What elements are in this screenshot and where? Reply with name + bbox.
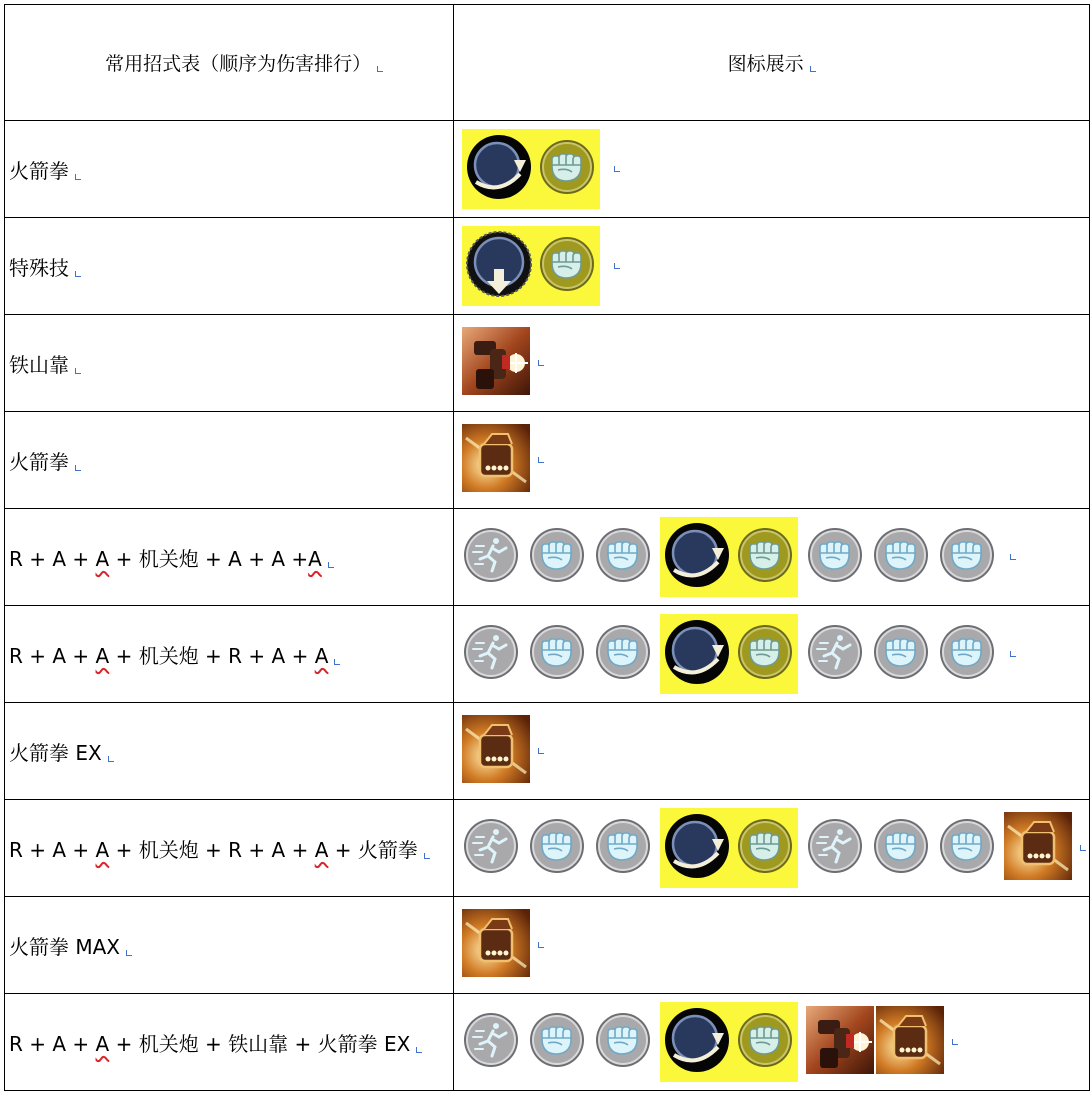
combo-table <box>4 4 1090 1091</box>
paragraph-mark <box>75 465 81 471</box>
icon-cell <box>454 606 1090 703</box>
flagged-key-text: A <box>95 643 110 668</box>
move-text: 铁山靠 <box>9 352 69 377</box>
paragraph-mark <box>1010 554 1016 560</box>
icon-cell <box>454 315 1090 412</box>
flagged-key-text: A <box>95 546 110 571</box>
paragraph-mark <box>538 457 544 463</box>
paragraph-mark <box>334 659 340 665</box>
icon-strip <box>454 897 1089 993</box>
table-row <box>5 897 1090 994</box>
rotate-icon <box>664 813 730 883</box>
fist-icon <box>594 1011 652 1073</box>
paragraph-mark <box>538 360 544 366</box>
fist-icon <box>938 817 996 879</box>
icon-strip <box>454 606 1089 702</box>
fist-icon <box>528 1011 586 1073</box>
move-cell <box>5 994 454 1091</box>
paragraph-mark <box>952 1039 958 1045</box>
rocket-fist-icon <box>1004 812 1072 884</box>
table-row <box>5 509 1090 606</box>
run-icon <box>462 817 520 879</box>
paragraph-mark <box>424 853 430 859</box>
icon-strip <box>454 509 1089 605</box>
paragraph-mark <box>614 263 620 269</box>
fist-icon <box>528 526 586 588</box>
icon-strip <box>454 315 1089 411</box>
icon-cell <box>454 994 1090 1091</box>
move-text: + 机关炮 + R + A + <box>109 837 315 862</box>
paragraph-mark <box>614 166 620 172</box>
table-row <box>5 606 1090 703</box>
run-icon <box>462 623 520 685</box>
table-row <box>5 218 1090 315</box>
rotate-icon <box>664 522 730 592</box>
fist-icon <box>594 526 652 588</box>
move-text: 火箭拳 MAX <box>9 934 120 959</box>
move-text: R + A + <box>9 1031 96 1056</box>
fist-icon <box>806 526 864 588</box>
rocket-fist-icon <box>876 1006 944 1078</box>
flagged-key-text: A <box>308 546 322 571</box>
fist-icon <box>938 526 996 588</box>
down-arrow-icon <box>466 231 532 301</box>
gold-fist-icon <box>538 138 596 200</box>
move-label <box>5 1032 422 1056</box>
paragraph-mark <box>538 748 544 754</box>
gold-fist-icon <box>736 526 794 588</box>
highlight-group <box>660 1002 798 1082</box>
move-text: R + A + <box>9 643 96 668</box>
paragraph-mark <box>416 1047 422 1053</box>
highlight-group <box>660 808 798 888</box>
header-row <box>5 5 1090 121</box>
fist-icon <box>872 526 930 588</box>
move-text: 火箭拳 <box>9 158 69 183</box>
paragraph-mark <box>108 756 114 762</box>
paragraph-mark <box>1080 845 1086 851</box>
move-cell <box>5 121 454 218</box>
table-row <box>5 121 1090 218</box>
highlight-group <box>462 226 600 306</box>
icon-cell <box>454 703 1090 800</box>
move-label <box>5 353 81 377</box>
header-cell-moves <box>5 5 454 121</box>
table-row <box>5 994 1090 1091</box>
move-cell <box>5 509 454 606</box>
run-icon <box>462 1011 520 1073</box>
move-label <box>5 644 340 668</box>
icon-strip <box>454 800 1089 896</box>
move-text: + 机关炮 + 铁山靠 + 火箭拳 EX <box>109 1031 411 1056</box>
paragraph-mark <box>538 942 544 948</box>
iron-mountain-icon <box>462 327 530 399</box>
table-row <box>5 703 1090 800</box>
icon-strip <box>454 121 1089 217</box>
table-row <box>5 800 1090 897</box>
paragraph-mark <box>810 66 816 72</box>
gold-fist-icon <box>736 623 794 685</box>
move-text: 特殊技 <box>9 255 69 280</box>
icon-strip <box>454 412 1089 508</box>
move-cell <box>5 800 454 897</box>
gold-fist-icon <box>736 817 794 879</box>
move-text: R + A + <box>9 546 96 571</box>
fist-icon <box>872 817 930 879</box>
move-label <box>5 256 81 280</box>
rocket-fist-icon <box>462 424 530 496</box>
move-label <box>5 935 132 959</box>
flagged-key-text: A <box>95 1031 110 1056</box>
icon-cell <box>454 509 1090 606</box>
move-cell <box>5 703 454 800</box>
paragraph-mark <box>1010 651 1016 657</box>
icon-strip <box>454 994 1089 1090</box>
flagged-key-text: A <box>314 643 329 668</box>
icon-cell <box>454 800 1090 897</box>
icon-cell <box>454 121 1090 218</box>
run-icon <box>806 817 864 879</box>
gold-fist-icon <box>538 235 596 297</box>
fist-icon <box>594 817 652 879</box>
paragraph-mark <box>377 66 383 72</box>
move-text: R + A + <box>9 837 96 862</box>
rotate-icon <box>466 134 532 204</box>
icon-strip <box>454 703 1089 799</box>
rotate-icon <box>664 619 730 689</box>
icon-cell <box>454 412 1090 509</box>
paragraph-mark <box>328 562 334 568</box>
move-text: + 火箭拳 <box>328 837 418 862</box>
paragraph-mark <box>75 271 81 277</box>
iron-mountain-icon <box>806 1006 874 1078</box>
rocket-fist-icon <box>462 715 530 787</box>
run-icon <box>462 526 520 588</box>
header-moves: 常用招式表（顺序为伤害排行） <box>105 53 372 75</box>
icon-cell <box>454 897 1090 994</box>
move-text: 火箭拳 <box>9 449 69 474</box>
highlight-group <box>660 614 798 694</box>
highlight-group <box>660 517 798 597</box>
icon-cell <box>454 218 1090 315</box>
rocket-fist-icon <box>462 909 530 981</box>
paragraph-mark <box>75 174 81 180</box>
move-label <box>5 741 114 765</box>
table-row <box>5 412 1090 509</box>
paragraph-mark <box>75 368 81 374</box>
fist-icon <box>528 817 586 879</box>
fist-icon <box>594 623 652 685</box>
table-row <box>5 315 1090 412</box>
fist-icon <box>528 623 586 685</box>
paragraph-mark <box>126 950 132 956</box>
header-cell-icons <box>454 5 1090 121</box>
run-icon <box>806 623 864 685</box>
move-text: + 机关炮 + R + A + <box>109 643 315 668</box>
header-icons: 图标展示 <box>727 53 804 75</box>
move-label <box>5 838 430 862</box>
move-cell <box>5 606 454 703</box>
move-label <box>5 450 81 474</box>
gold-fist-icon <box>736 1011 794 1073</box>
move-cell <box>5 412 454 509</box>
flagged-key-text: A <box>95 837 110 862</box>
move-cell <box>5 218 454 315</box>
rotate-icon <box>664 1007 730 1077</box>
move-cell <box>5 897 454 994</box>
flagged-key-text: A <box>314 837 329 862</box>
fist-icon <box>872 623 930 685</box>
move-cell <box>5 315 454 412</box>
highlight-group <box>462 129 600 209</box>
fist-icon <box>938 623 996 685</box>
move-label <box>5 159 81 183</box>
move-text: + 机关炮 + A + A + <box>109 546 309 571</box>
icon-strip <box>454 218 1089 314</box>
move-label <box>5 547 334 571</box>
move-text: 火箭拳 EX <box>9 740 102 765</box>
